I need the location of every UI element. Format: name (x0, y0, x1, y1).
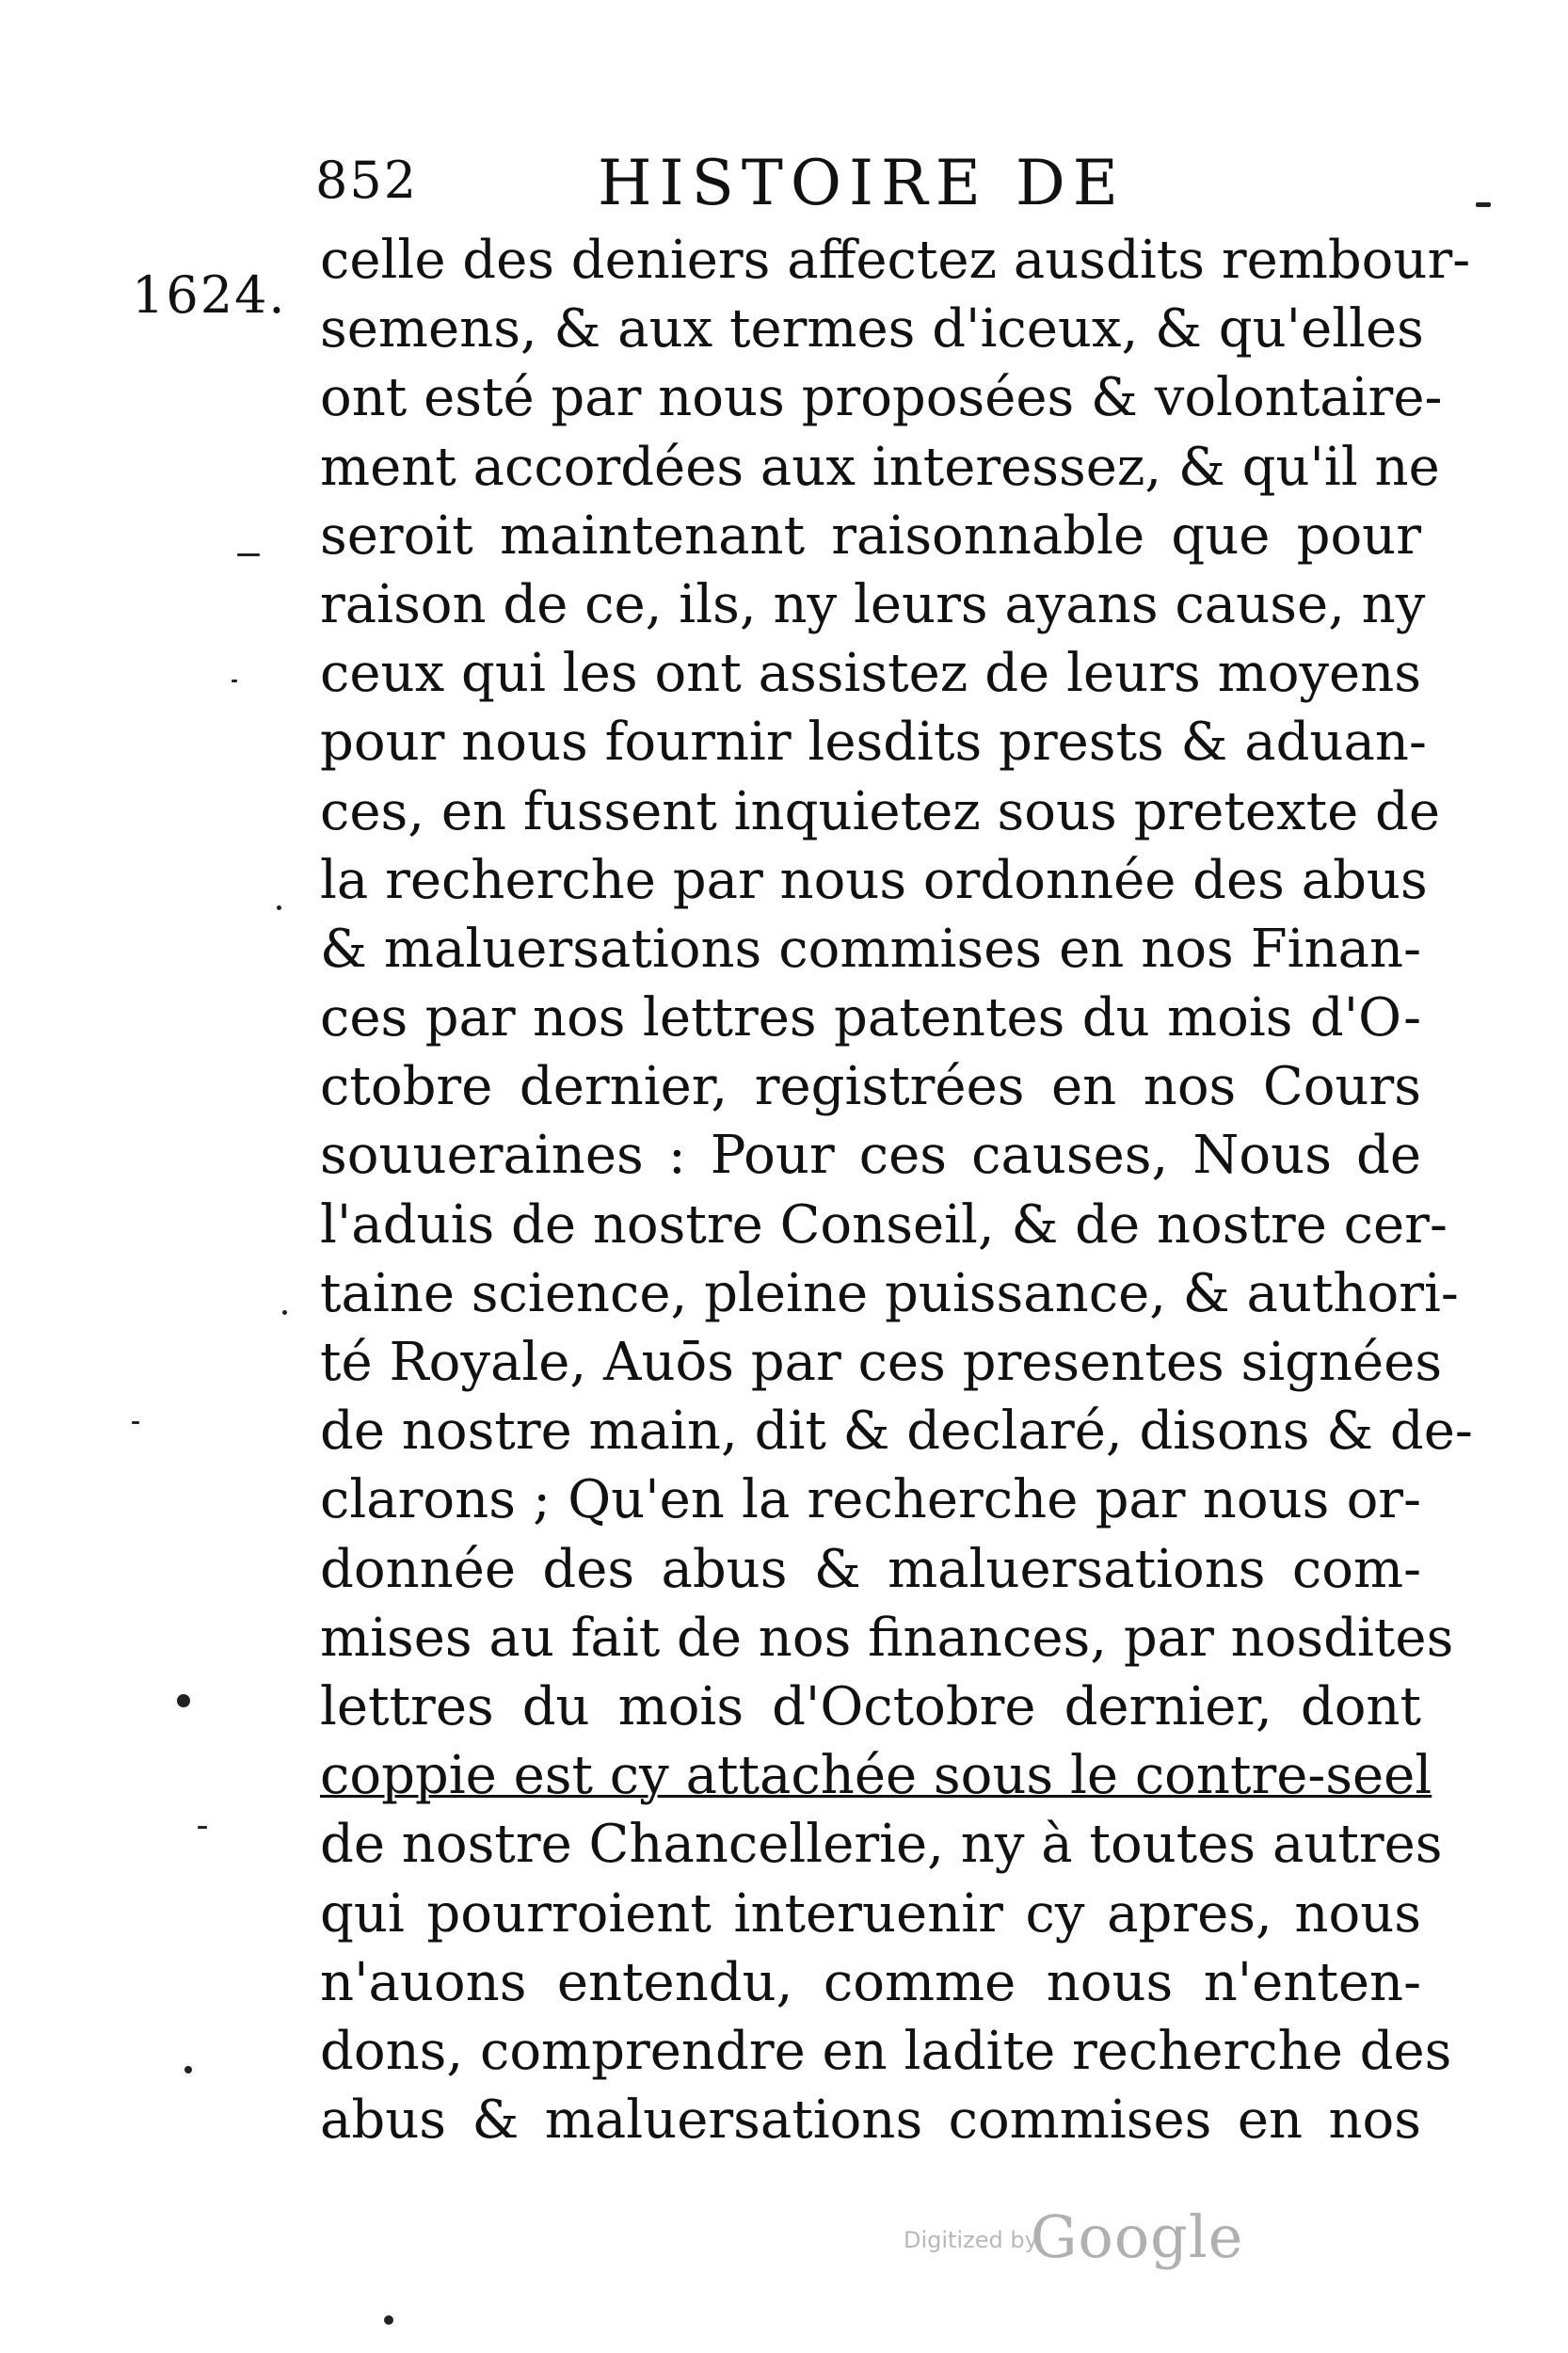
text-line: la recherche par nous ordonnée des abus (320, 849, 1428, 911)
scan-speck (277, 905, 281, 910)
page-header (315, 147, 1256, 235)
text-line: de nostre main, dit & declaré, disons & de- (320, 1401, 1473, 1463)
google-logo: Google (1031, 2202, 1244, 2271)
text-line: souueraines : Pour ces causes, Nous de (320, 1125, 1421, 1187)
text-line: ment accordées aux interessez, & qu'il ne (320, 436, 1440, 498)
scan-speck (198, 1826, 207, 1829)
text-line: clarons ; Qu'en la recherche par nous or- (320, 1469, 1421, 1531)
text-line: seroit maintenant raisonnable que pour (320, 504, 1421, 567)
text-line: ces, en fussent inquietez sous pretexte de (320, 780, 1440, 842)
text-line: l'aduis de nostre Conseil, & de nostre cer- (320, 1193, 1448, 1256)
watermark-prefix: Digitized by (904, 2227, 1038, 2253)
text-line: celle des deniers affectez ausdits rembour- (320, 230, 1471, 291)
text-line: abus & maluersations commises en nos (320, 2089, 1421, 2152)
text-line: lettres du mois d'Octobre dernier, dont (320, 1675, 1421, 1737)
running-title: HISTOIRE DE (598, 147, 1126, 219)
text-line: de nostre Chancellerie, ny à toutes autres (320, 1814, 1443, 1876)
text-line: pour nous fournir lesdits prests & aduan- (320, 712, 1427, 774)
text-line: ces par nos lettres patentes du mois d'O- (320, 987, 1421, 1049)
text-line-underlined: coppie est cy attachée sous le contre-seel (320, 1745, 1432, 1807)
scan-speck (1476, 202, 1491, 207)
text-line: ceux qui les ont assistez de leurs moyens (320, 643, 1421, 705)
text-line: ont esté par nous proposées & volontaire- (320, 367, 1443, 429)
text-line: n'auons entendu, comme nous n'enten- (320, 1951, 1421, 2013)
page-number: 852 (315, 151, 419, 210)
text-line: taine science, pleine puissance, & authori- (320, 1262, 1459, 1324)
body-text (320, 226, 1473, 2154)
text-line: raison de ce, ils, ny leurs ayans cause, ny (320, 573, 1426, 635)
text-line: té Royale, Auōs par ces presentes signées (320, 1332, 1443, 1393)
scan-speck (232, 680, 237, 682)
text-line: donnée des abus & maluersations com- (320, 1538, 1421, 1600)
scan-speck (237, 553, 260, 556)
text-line: mises au fait de nos finances, par nosdites (320, 1607, 1454, 1669)
text-line: dons, comprendre en ladite recherche des (320, 2020, 1452, 2082)
scan-speck (184, 2066, 192, 2073)
scan-speck (282, 1310, 287, 1315)
margin-year: 1624. (132, 265, 287, 325)
text-line: ctobre dernier, registrées en nos Cours (320, 1056, 1421, 1118)
text-line: & maluersations commises en nos Finan- (320, 918, 1421, 980)
text-line: qui pourroient interuenir cy apres, nous (320, 1882, 1421, 1945)
scan-speck (384, 2315, 393, 2325)
text-line: semens, & aux termes d'iceux, & qu'elles (320, 298, 1424, 360)
scan-speck (177, 1694, 190, 1707)
digitized-watermark (904, 2202, 1280, 2271)
scan-speck (132, 1421, 139, 1424)
